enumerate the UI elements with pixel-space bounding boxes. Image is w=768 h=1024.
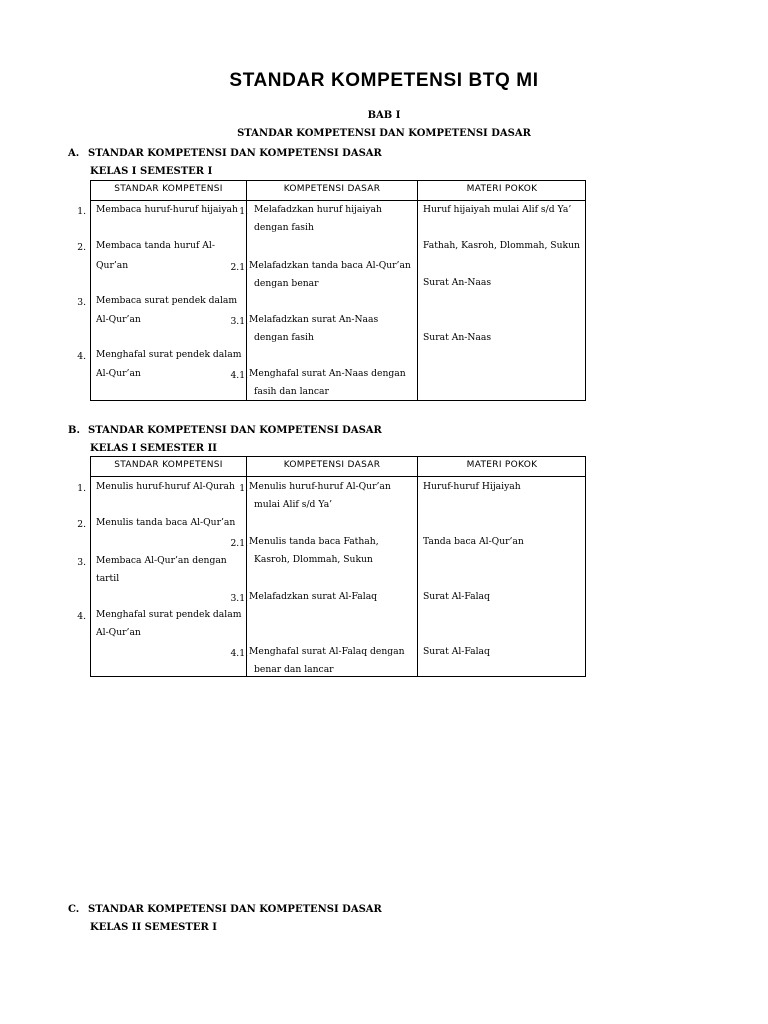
section-b-letter: B. — [68, 425, 80, 436]
section-a-class: KELAS I SEMESTER I — [90, 166, 213, 177]
section-c-letter: C. — [68, 904, 80, 915]
section-c-class: KELAS II SEMESTER I — [90, 922, 217, 933]
section-b-heading: STANDAR KOMPETENSI DAN KOMPETENSI DASAR — [88, 425, 382, 436]
chapter-subtitle: STANDAR KOMPETENSI DAN KOMPETENSI DASAR — [237, 128, 531, 139]
header-kompetensi-dasar: KOMPETENSI DASAR — [283, 460, 381, 470]
header-materi-pokok: MATERI POKOK — [466, 460, 538, 470]
header-standar-kompetensi: STANDAR KOMPETENSI — [114, 460, 223, 470]
document-title: STANDAR KOMPETENSI BTQ MI — [229, 70, 539, 91]
header-materi-pokok: MATERI POKOK — [466, 184, 538, 194]
section-a-heading: STANDAR KOMPETENSI DAN KOMPETENSI DASAR — [88, 148, 382, 159]
header-standar-kompetensi: STANDAR KOMPETENSI — [114, 184, 223, 194]
section-c-heading: STANDAR KOMPETENSI DAN KOMPETENSI DASAR — [88, 904, 382, 915]
section-a-letter: A. — [68, 148, 80, 159]
chapter-label: BAB I — [367, 110, 401, 121]
header-kompetensi-dasar: KOMPETENSI DASAR — [283, 184, 381, 194]
section-b-class: KELAS I SEMESTER II — [90, 443, 217, 454]
